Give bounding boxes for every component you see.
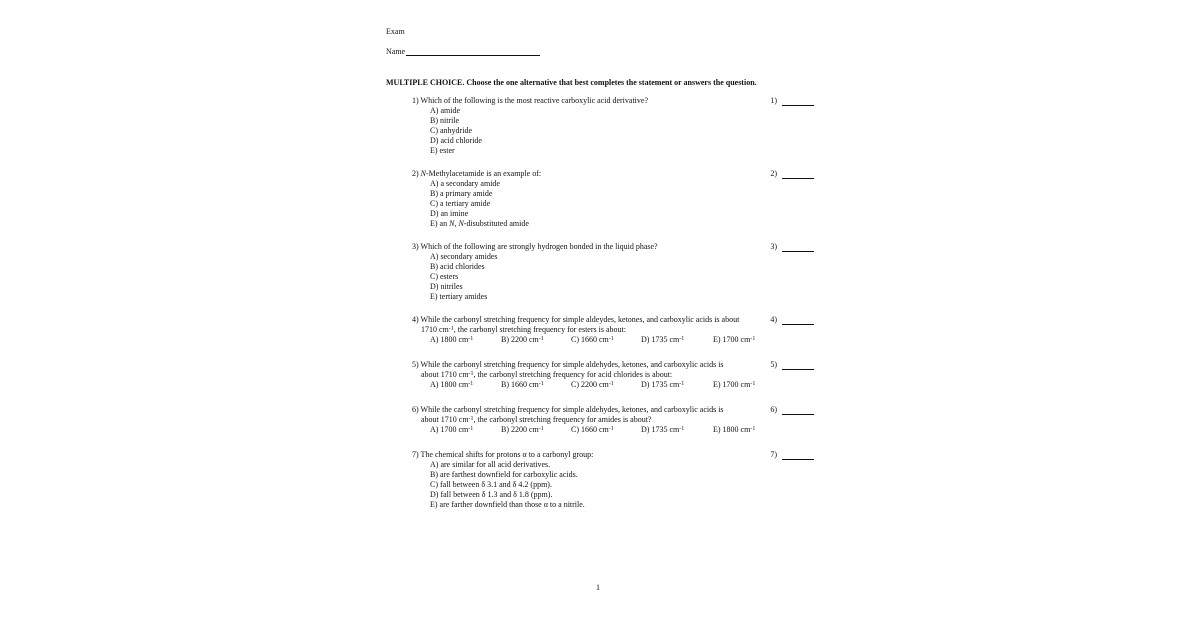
- choice-b: B) a primary amide: [430, 189, 493, 199]
- question-2: [412, 169, 814, 230]
- question-stem: 4) While the carbonyl stretching frequency for simple aldeydes, ketones, and carboxylic acids is about 1710 $cm^{-1}$, the carbonyl stretching frequency for esters is about: 4): [412, 315, 814, 335]
- name-field: [386, 47, 540, 56]
- choice-a: A) secondary amides: [430, 252, 498, 262]
- choice-d: D) 1735 $cm^{-1}$: [641, 335, 685, 345]
- choice-b: B) are farthest downfield for carboxylic acids.: [430, 470, 578, 480]
- name-blank-line[interactable]: [406, 47, 540, 56]
- answer-blank[interactable]: 3): [770, 242, 814, 252]
- choice-d: D) fall between δ 1.3 and δ 1.8 (ppm).: [430, 490, 553, 500]
- choice-b: B) 2200 $cm^{-1}$: [501, 335, 544, 345]
- choice-a: A) 1700 $cm^{-1}$: [430, 425, 474, 435]
- question-stem: 1) Which of the following is the most reactive carboxylic acid derivative? 1): [412, 96, 814, 106]
- choice-e: E) 1700 $cm^{-1}$: [713, 335, 756, 345]
- choice-c: C) anhydride: [430, 126, 472, 136]
- question-3: [412, 242, 814, 303]
- choice-e: E) tertiary amides: [430, 292, 488, 302]
- choice-c: C) esters: [430, 272, 459, 282]
- answer-blank[interactable]: 6): [770, 405, 814, 415]
- question-4: [412, 315, 814, 346]
- instructions: MULTIPLE CHOICE. Choose the one alternative that best completes the statement or answers the question.: [386, 78, 757, 87]
- choice-e: E) ester: [430, 146, 455, 156]
- choice-a: A) are similar for all acid derivatives.: [430, 460, 551, 470]
- question-stem: 6) While the carbonyl stretching frequency for simple aldehydes, ketones, and carboxylic acids is about 1710 $cm^{-1}$, the carbonyl stretching frequency for amides is about? 6): [412, 405, 814, 425]
- choice-d: D) 1735 $cm^{-1}$: [641, 380, 685, 390]
- choice-a: A) a secondary amide: [430, 179, 500, 189]
- question-5: [412, 360, 814, 391]
- choice-b: B) nitrile: [430, 116, 460, 126]
- choice-d: D) nitriles: [430, 282, 463, 292]
- choice-c: C) 2200 $cm^{-1}$: [571, 380, 614, 390]
- choice-e: E) 1700 $cm^{-1}$: [713, 380, 756, 390]
- answer-blank[interactable]: 4): [770, 315, 814, 325]
- question-7: [412, 450, 814, 511]
- choice-e: E) 1800 $cm^{-1}$: [713, 425, 756, 435]
- answer-blank[interactable]: 2): [770, 169, 814, 179]
- choice-c: C) 1660 $cm^{-1}$: [571, 425, 614, 435]
- choice-b: B) acid chlorides: [430, 262, 485, 272]
- choice-e: E) an N, N-disubstituted amide: [430, 219, 529, 229]
- choice-b: B) 1660 $cm^{-1}$: [501, 380, 544, 390]
- choice-a: A) 1800 $cm^{-1}$: [430, 335, 474, 345]
- choice-c: C) fall between δ 3.1 and δ 4.2 (ppm).: [430, 480, 552, 490]
- question-1: [412, 96, 814, 157]
- question-stem: 2) N-Methylacetamide is an example of: 2): [412, 169, 814, 179]
- choice-d: D) acid chloride: [430, 136, 482, 146]
- choice-d: D) an imine: [430, 209, 469, 219]
- exam-title: Exam: [386, 27, 405, 36]
- choice-a: A) amide: [430, 106, 460, 116]
- choice-c: C) 1660 $cm^{-1}$: [571, 335, 614, 345]
- question-6: [412, 405, 814, 436]
- choice-c: C) a tertiary amide: [430, 199, 491, 209]
- name-label: Name: [386, 47, 406, 56]
- question-stem: 5) While the carbonyl stretching frequency for simple aldehydes, ketones, and carboxylic acids is about 1710 $cm^{-1}$, the carbonyl stretching frequency for acid chlorides is about: 5): [412, 360, 814, 380]
- answer-blank[interactable]: 1): [770, 96, 814, 106]
- answer-blank[interactable]: 5): [770, 360, 814, 370]
- choice-e: E) are farther downfield than those α to a nitrile.: [430, 500, 585, 510]
- question-stem: 7) The chemical shifts for protons α to a carbonyl group: 7): [412, 450, 814, 460]
- page-number: 1: [596, 583, 600, 592]
- question-stem: 3) Which of the following are strongly hydrogen bonded in the liquid phase? 3): [412, 242, 814, 252]
- answer-blank[interactable]: 7): [770, 450, 814, 460]
- choice-d: D) 1735 $cm^{-1}$: [641, 425, 685, 435]
- choice-b: B) 2200 $cm^{-1}$: [501, 425, 544, 435]
- choice-a: A) 1800 $cm^{-1}$: [430, 380, 474, 390]
